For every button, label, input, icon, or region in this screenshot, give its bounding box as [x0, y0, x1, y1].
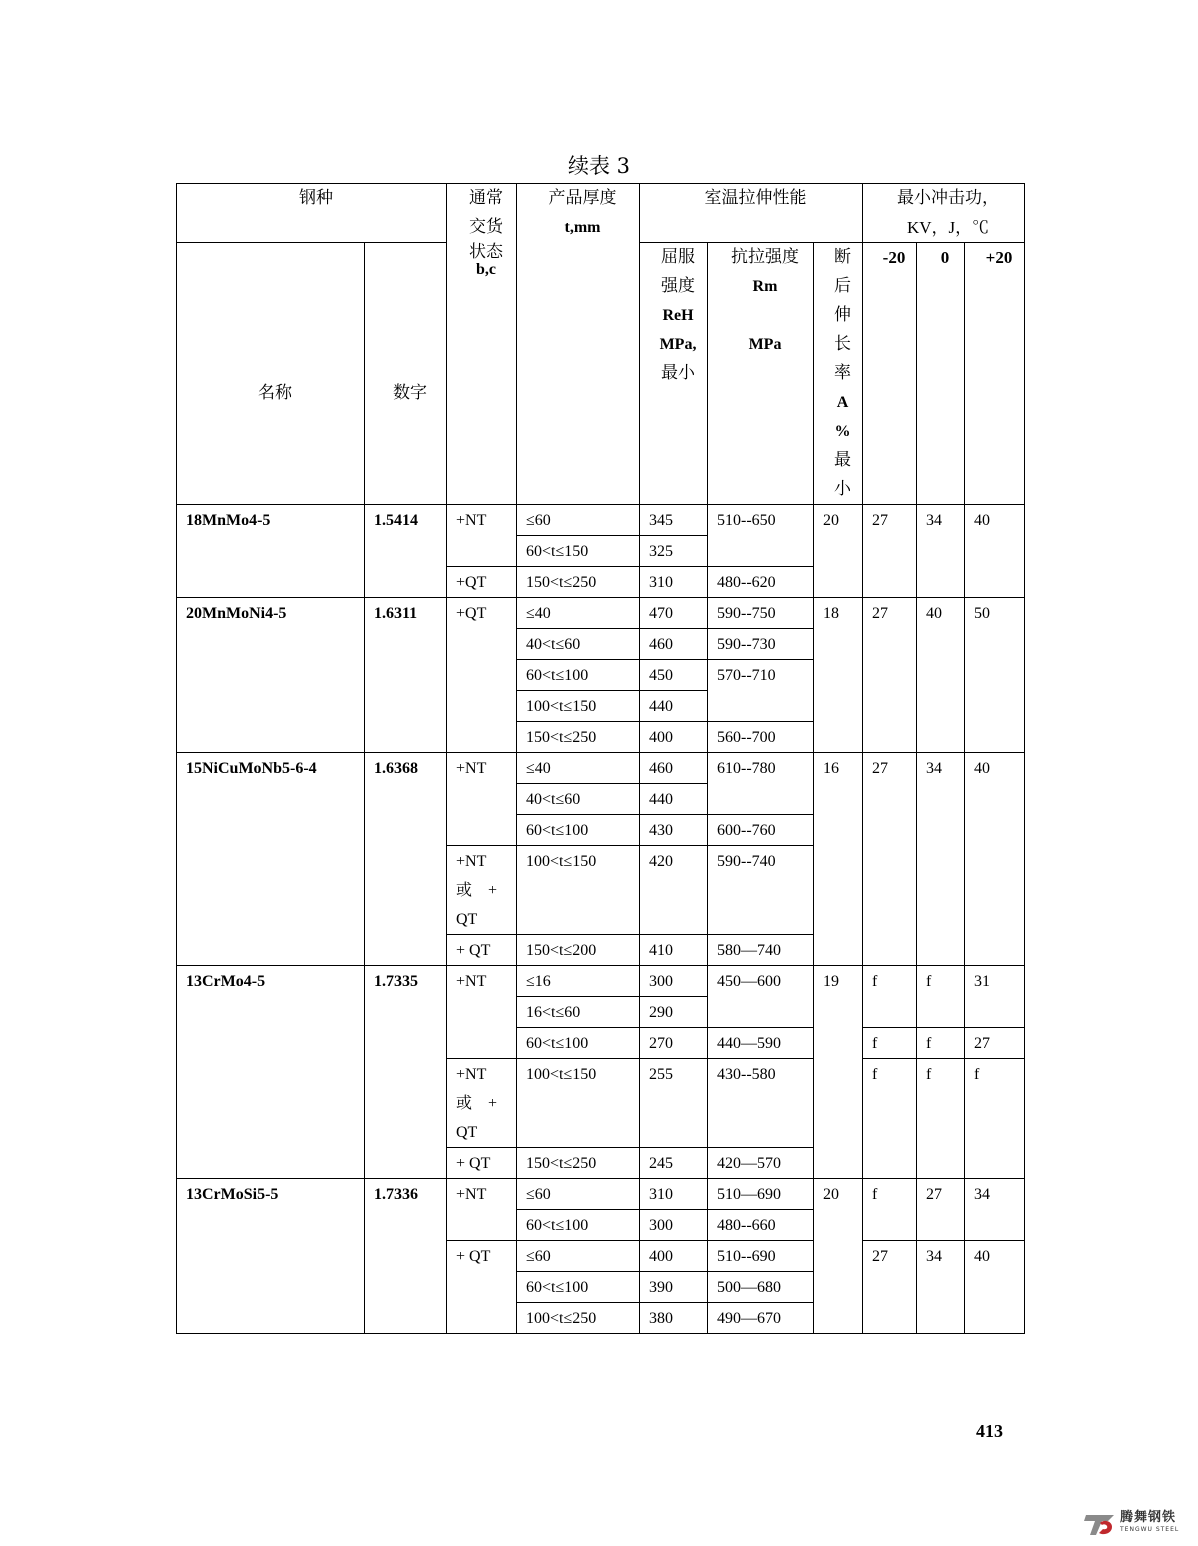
impact-minus20-cell: 27 — [863, 598, 917, 753]
tensile-cell: 500—680 — [708, 1272, 814, 1303]
delivery-condition: +NT — [447, 505, 517, 567]
yield-cell: 460 — [640, 753, 708, 784]
steel-number: 1.6311 — [365, 598, 447, 753]
tensile-cell: 510--650 — [708, 505, 814, 567]
tensile-cell: 560--700 — [708, 722, 814, 753]
yield-cell: 300 — [640, 1210, 708, 1241]
tensile-cell: 420—570 — [708, 1148, 814, 1179]
yield-cell: 345 — [640, 505, 708, 536]
impact-minus20-cell: 27 — [863, 505, 917, 598]
impact-minus20-cell: f — [863, 1028, 917, 1059]
elongation-cell: 16 — [814, 753, 863, 966]
thickness-cell: ≤60 — [517, 505, 640, 536]
tensile-cell: 480--660 — [708, 1210, 814, 1241]
table-row — [177, 598, 1025, 629]
steel-number: 1.7336 — [365, 1179, 447, 1334]
thickness-cell: 40<t≤60 — [517, 784, 640, 815]
delivery-condition: +NT 或 + QT — [447, 846, 517, 935]
tensile-cell: 440—590 — [708, 1028, 814, 1059]
impact-plus20-cell: 31 — [965, 966, 1025, 1028]
steel-name: 15NiCuMoNb5-6-4 — [177, 753, 365, 966]
impact-plus20-cell: 50 — [965, 598, 1025, 753]
yield-cell: 440 — [640, 691, 708, 722]
header-temp-plus20: +20 — [965, 243, 1025, 505]
yield-cell: 255 — [640, 1059, 708, 1148]
thickness-cell: ≤60 — [517, 1179, 640, 1210]
yield-cell: 460 — [640, 629, 708, 660]
header-tensile-properties: 室温拉伸性能 — [640, 184, 863, 243]
impact-minus20-cell: 27 — [863, 753, 917, 966]
elongation-cell: 19 — [814, 966, 863, 1179]
steel-number: 1.7335 — [365, 966, 447, 1179]
tensile-cell: 510--690 — [708, 1241, 814, 1272]
table-caption: 续表 3 — [567, 154, 631, 178]
impact-0-cell: 34 — [917, 753, 965, 966]
thickness-cell: 150<t≤250 — [517, 722, 640, 753]
impact-plus20-cell: 34 — [965, 1179, 1025, 1241]
thickness-cell: 60<t≤100 — [517, 1272, 640, 1303]
impact-plus20-cell: 40 — [965, 505, 1025, 598]
table-row — [177, 505, 1025, 536]
steel-number: 1.5414 — [365, 505, 447, 598]
company-logo — [1082, 1509, 1192, 1539]
yield-cell: 310 — [640, 1179, 708, 1210]
steel-name: 20MnMoNi4-5 — [177, 598, 365, 753]
steel-properties-table — [176, 183, 1024, 1334]
header-elongation: 断 后 伸 长 率 A % 最 小 — [814, 243, 863, 505]
yield-cell: 325 — [640, 536, 708, 567]
yield-cell: 470 — [640, 598, 708, 629]
logo-chinese-text: 腾舞钢铁 — [1120, 1510, 1177, 1525]
steel-name: 13CrMo4-5 — [177, 966, 365, 1179]
header-temp-0: 0 — [917, 243, 965, 505]
tensile-cell: 610--780 — [708, 753, 814, 815]
thickness-cell: 150<t≤250 — [517, 1148, 640, 1179]
delivery-condition: +NT — [447, 753, 517, 846]
delivery-condition: + QT — [447, 1241, 517, 1334]
page-number: 413 — [976, 1421, 1003, 1441]
thickness-cell: 100<t≤250 — [517, 1303, 640, 1334]
delivery-condition: +NT — [447, 1179, 517, 1241]
thickness-cell: 40<t≤60 — [517, 629, 640, 660]
impact-plus20-cell: 40 — [965, 1241, 1025, 1334]
header-product-thickness: 产品厚度 t,mm — [517, 184, 640, 505]
tensile-cell: 480--620 — [708, 567, 814, 598]
tensile-cell: 570--710 — [708, 660, 814, 722]
thickness-cell: 60<t≤100 — [517, 1028, 640, 1059]
impact-0-cell: 34 — [917, 505, 965, 598]
yield-cell: 380 — [640, 1303, 708, 1334]
tensile-cell: 450—600 — [708, 966, 814, 1028]
thickness-cell: 16<t≤60 — [517, 997, 640, 1028]
impact-plus20-cell: 27 — [965, 1028, 1025, 1059]
header-temp-minus20: -20 — [863, 243, 917, 505]
header-number: 数字 — [365, 243, 447, 505]
thickness-cell: ≤16 — [517, 966, 640, 997]
thickness-cell: 60<t≤100 — [517, 1210, 640, 1241]
tengwu-logo-icon — [1082, 1509, 1118, 1539]
thickness-cell: 60<t≤100 — [517, 815, 640, 846]
impact-minus20-cell: f — [863, 1179, 917, 1241]
impact-minus20-cell: f — [863, 1059, 917, 1179]
impact-0-cell: 27 — [917, 1179, 965, 1241]
steel-name: 13CrMoSi5-5 — [177, 1179, 365, 1334]
header-name: 名称 — [177, 243, 365, 505]
tensile-cell: 590--730 — [708, 629, 814, 660]
impact-plus20-cell: f — [965, 1059, 1025, 1179]
header-tensile-strength: 抗拉强度 Rm MPa — [708, 243, 814, 505]
thickness-cell: 150<t≤250 — [517, 567, 640, 598]
header-yield-strength: 屈服 强度 ReH MPa, 最小 — [640, 243, 708, 505]
thickness-cell: 100<t≤150 — [517, 691, 640, 722]
steel-name: 18MnMo4-5 — [177, 505, 365, 598]
thickness-cell: 60<t≤100 — [517, 660, 640, 691]
delivery-condition: +NT 或 + QT — [447, 1059, 517, 1148]
yield-cell: 410 — [640, 935, 708, 966]
logo-english-text: TENGWU STEEL — [1120, 1526, 1180, 1533]
thickness-cell: 100<t≤150 — [517, 846, 640, 935]
header-delivery-condition: 通常 交货 状态 b,c — [447, 184, 517, 505]
tensile-cell: 590--750 — [708, 598, 814, 629]
tensile-cell: 510—690 — [708, 1179, 814, 1210]
yield-cell: 450 — [640, 660, 708, 691]
table-row — [177, 1179, 1025, 1210]
delivery-condition: +QT — [447, 598, 517, 753]
yield-cell: 420 — [640, 846, 708, 935]
yield-cell: 290 — [640, 997, 708, 1028]
impact-minus20-cell: f — [863, 966, 917, 1028]
elongation-cell: 20 — [814, 505, 863, 598]
steel-number: 1.6368 — [365, 753, 447, 966]
impact-0-cell: f — [917, 1028, 965, 1059]
thickness-cell: ≤40 — [517, 598, 640, 629]
yield-cell: 400 — [640, 1241, 708, 1272]
yield-cell: 390 — [640, 1272, 708, 1303]
impact-0-cell: f — [917, 1059, 965, 1179]
thickness-cell: 100<t≤150 — [517, 1059, 640, 1148]
thickness-cell: 150<t≤200 — [517, 935, 640, 966]
tensile-cell: 490—670 — [708, 1303, 814, 1334]
yield-cell: 440 — [640, 784, 708, 815]
elongation-cell: 20 — [814, 1179, 863, 1334]
impact-0-cell: f — [917, 966, 965, 1028]
yield-cell: 270 — [640, 1028, 708, 1059]
yield-cell: 400 — [640, 722, 708, 753]
impact-0-cell: 34 — [917, 1241, 965, 1334]
delivery-condition: +QT — [447, 567, 517, 598]
yield-cell: 300 — [640, 966, 708, 997]
tensile-cell: 580—740 — [708, 935, 814, 966]
yield-cell: 310 — [640, 567, 708, 598]
table-row — [177, 966, 1025, 997]
tensile-cell: 590--740 — [708, 846, 814, 935]
header-steel-grade: 钢种 — [177, 184, 447, 243]
impact-plus20-cell: 40 — [965, 753, 1025, 966]
impact-minus20-cell: 27 — [863, 1241, 917, 1334]
thickness-cell: ≤40 — [517, 753, 640, 784]
thickness-cell: ≤60 — [517, 1241, 640, 1272]
impact-0-cell: 40 — [917, 598, 965, 753]
yield-cell: 430 — [640, 815, 708, 846]
header-min-impact-energy: 最小冲击功， KV，J，℃ — [863, 184, 1025, 243]
yield-cell: 245 — [640, 1148, 708, 1179]
delivery-condition: + QT — [447, 935, 517, 966]
delivery-condition: +NT — [447, 966, 517, 1059]
tensile-cell: 430--580 — [708, 1059, 814, 1148]
table-row — [177, 753, 1025, 784]
elongation-cell: 18 — [814, 598, 863, 753]
thickness-cell: 60<t≤150 — [517, 536, 640, 567]
tensile-cell: 600--760 — [708, 815, 814, 846]
delivery-condition: + QT — [447, 1148, 517, 1179]
